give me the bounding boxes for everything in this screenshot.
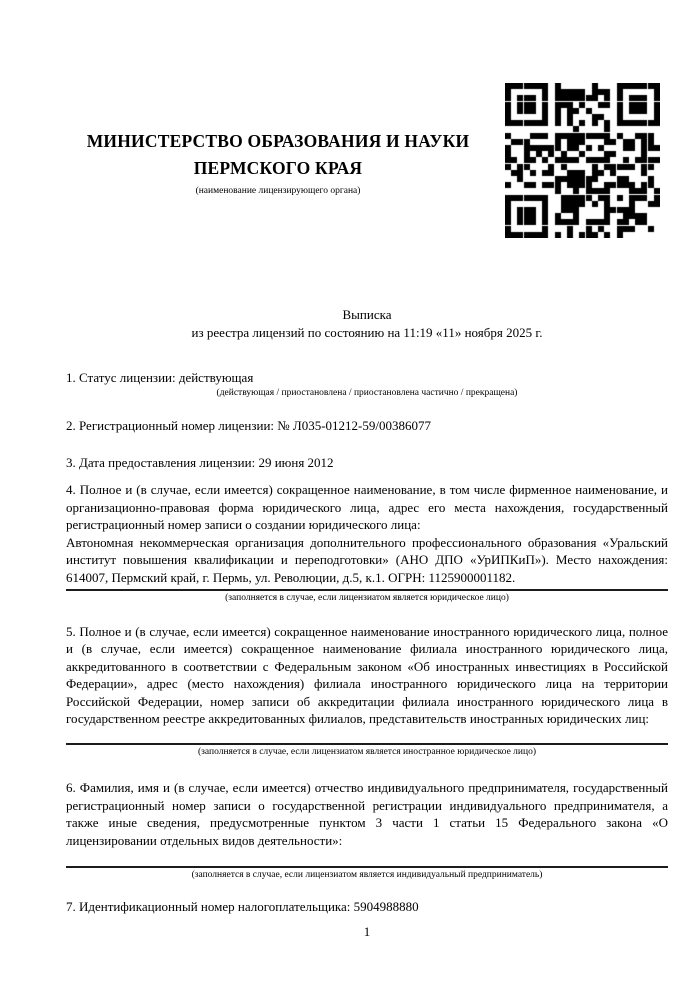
section-status: 1. Статус лицензии: действующая — [66, 370, 254, 386]
section-registration-number: 2. Регистрационный номер лицензии: № Л035-01212-59/00386077 — [66, 417, 432, 433]
section-taxpayer-id: 7. Идентификационный номер налогоплательщика: 5904988880 — [66, 898, 419, 914]
fill-line-individual-entrepreneur — [66, 866, 668, 868]
section-foreign-entity-text: 5. Полное и (в случае, если имеется) сокращенное наименование иностранного юридического лица, полное и (в случае, если имеется) сокращенное наименование филиала иностранного юридического лица, аккредитованного в соответствии с Федеральным законом «Об иностранных инвестициях в Российской Федерации», адрес (место нахождения) филиала иностранного юридического лица на территории Российской Федерации, номер записи об аккредитации филиала иностранного юридического лица в государственном реестре аккредитованных филиалов, представительств иностранных юридических лиц: — [66, 623, 668, 727]
document-title: Выписка — [342, 307, 392, 322]
fill-line-legal-entity — [66, 589, 668, 591]
section-grant-date: 3. Дата предоставления лицензии: 29 июня 2012 — [66, 455, 334, 471]
ministry-name-line1: МИНИСТЕРСТВО ОБРАЗОВАНИЯ И НАУКИ — [86, 131, 470, 151]
ministry-name-line2: ПЕРМСКОГО КРАЯ — [193, 158, 363, 179]
section-individual-entrepreneur-caption: (заполняется в случае, если лицензиатом является индивидуальный предприниматель) — [191, 870, 543, 881]
section-legal-entity-value: Автономная некоммерческая организация дополнительного профессионального образования «Уральский институт повышения квалификации и переподготовки» (АНО ДПО «УрИПКиП»). Место нахождения: 614007, Пермский край, г. Пермь, ул. Революции, д.5, к.1. ОГРН: 1125900001182. — [66, 534, 668, 585]
ministry-name-caption: (наименование лицензирующего органа) — [195, 186, 361, 197]
section-individual-entrepreneur-text: 6. Фамилия, имя и (в случае, если имеется) отчество индивидуального предпринимателя, государственный регистрационный номер записи о государственной регистрации индивидуального предпринимателя, а также иные сведения, предусмотренные пунктом 3 части 1 статьи 15 Федерального закона «О лицензировании отдельных видов деятельности»: — [66, 780, 668, 848]
section-legal-entity-caption: (заполняется в случае, если лицензиатом является юридическое лицо) — [225, 593, 509, 604]
document-subtitle: из реестра лицензий по состоянию на 11:19 «11» ноября 2025 г. — [191, 324, 543, 340]
licensing-authority-header — [66, 128, 490, 196]
section-legal-entity-text: 4. Полное и (в случае, если имеется) сокращенное наименование, в том числе фирменное наименование, и организационно-правовая форма юридического лица, адрес его места нахождения, государственный регистрационный номер записи о создании юридического лица: — [66, 482, 668, 533]
page-number: 1 — [363, 924, 371, 939]
qr-code-icon — [505, 83, 660, 238]
section-status-caption: (действующая / приостановлена / приостановлена частично / прекращена) — [216, 387, 518, 398]
document-body — [66, 306, 668, 915]
section-foreign-entity-caption: (заполняется в случае, если лицензиатом является иностранное юридическое лицо) — [198, 746, 536, 757]
fill-line-foreign-entity — [66, 743, 668, 745]
